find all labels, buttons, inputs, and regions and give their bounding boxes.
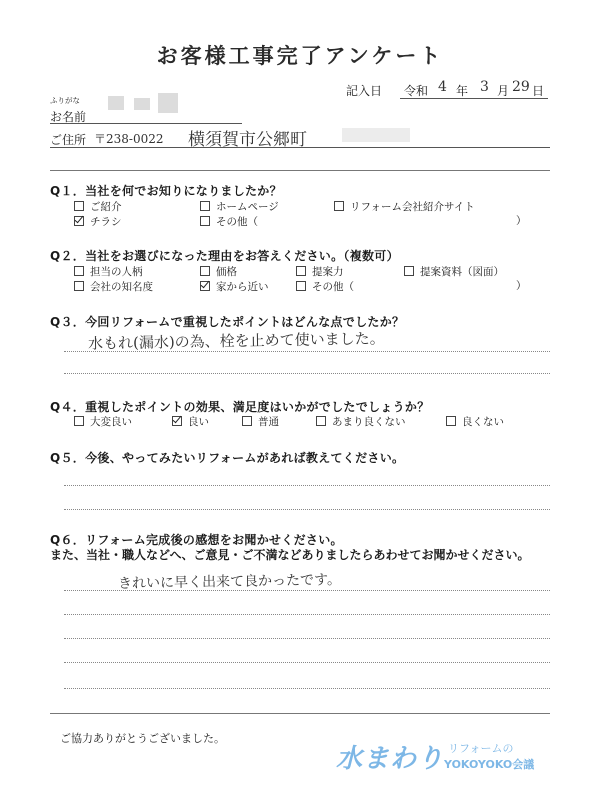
q3-answer-handwritten: 水もれ(漏水)の為、栓を止めて使いました。: [87, 329, 385, 353]
q5-answer-line-1: [64, 485, 550, 486]
q4-option-very-good[interactable]: 大変良い: [74, 414, 132, 429]
q1-option-other[interactable]: その他（: [200, 214, 258, 229]
redacted-name-1: [108, 96, 124, 110]
q3-answer-line-1: [64, 351, 550, 352]
year-value: 4: [438, 79, 447, 95]
q4-option-not-so-good[interactable]: あまり良くない: [316, 414, 406, 429]
q1-checkbox-other[interactable]: [200, 216, 210, 226]
name-underline: [50, 123, 242, 124]
q4-option-bad[interactable]: 良くない: [446, 414, 504, 429]
day-unit: 日: [532, 84, 545, 98]
q6-answer-line-2: [64, 614, 550, 615]
redacted-name-3: [158, 93, 178, 113]
q1-option-referral-site[interactable]: リフォーム会社紹介サイト: [334, 199, 475, 214]
q4-checkbox-bad[interactable]: [446, 416, 456, 426]
q3-question: Q３．今回リフォームで重視したポイントはどんな点でしたか？: [50, 315, 405, 329]
q1-checkbox-homepage[interactable]: [200, 201, 210, 211]
q2-option-drawings[interactable]: 提案資料（図面）: [404, 264, 504, 279]
q1-option-referral[interactable]: ご紹介: [74, 199, 122, 214]
q4-checkbox-average[interactable]: [242, 416, 252, 426]
q6-answer-line-5: [64, 688, 550, 689]
q2-checkbox-reputation[interactable]: [74, 281, 84, 291]
section-divider: [50, 170, 550, 171]
q2-option-staff[interactable]: 担当の人柄: [74, 264, 143, 279]
q2-option-proposal[interactable]: 提案力: [296, 264, 344, 279]
q2-checkbox-proposal[interactable]: [296, 266, 306, 276]
q2-checkbox-other[interactable]: [296, 281, 306, 291]
postal-code: 〒238-0022: [94, 132, 164, 146]
q2-other-close-paren: ）: [516, 280, 527, 292]
survey-title: お客様工事完了アンケート: [156, 44, 444, 68]
q1-question: Q１．当社を何でお知りになりましたか？: [50, 184, 282, 198]
thanks-message: ご協力ありがとうございました。: [60, 732, 225, 745]
q4-checkbox-not-so-good[interactable]: [316, 416, 326, 426]
month-value: 3: [480, 79, 489, 95]
year-unit: 年: [456, 84, 469, 98]
company-logo-sub1: リフォームの: [448, 742, 514, 755]
q2-option-price[interactable]: 価格: [200, 264, 237, 279]
q2-option-other[interactable]: その他（: [296, 279, 354, 294]
entry-date-label: 記入日: [346, 84, 383, 98]
q2-option-reputation[interactable]: 会社の知名度: [74, 279, 153, 294]
q1-option-flyer[interactable]: チラシ: [74, 214, 122, 229]
q2-checkbox-staff[interactable]: [74, 266, 84, 276]
q2-checkbox-nearby[interactable]: [200, 281, 210, 291]
date-underline: [400, 98, 548, 99]
q5-answer-line-2: [64, 509, 550, 510]
month-unit: 月: [497, 84, 510, 98]
q3-answer-line-2: [64, 373, 550, 374]
q5-question: Q５．今後、やってみたいリフォームがあれば教えてください。: [50, 451, 405, 465]
q6-answer-line-3: [64, 638, 550, 639]
q4-checkbox-good[interactable]: [172, 416, 182, 426]
redacted-name-2: [134, 98, 150, 110]
footer-divider: [50, 713, 550, 714]
company-logo-main: 水まわり: [336, 744, 445, 774]
q1-checkbox-flyer[interactable]: [74, 216, 84, 226]
q6-answer-line-4: [64, 662, 550, 663]
q4-option-average[interactable]: 普通: [242, 414, 279, 429]
q1-other-close-paren: ）: [516, 215, 527, 227]
q2-checkbox-drawings[interactable]: [404, 266, 414, 276]
era-label: 令和: [404, 84, 429, 98]
company-logo-sub2: YOKOYOKO会議: [444, 758, 535, 771]
q2-option-nearby[interactable]: 家から近い: [200, 279, 269, 294]
address-underline: [50, 147, 550, 148]
furigana-label: ふりがな: [50, 96, 80, 105]
q1-checkbox-referral-site[interactable]: [334, 201, 344, 211]
q4-checkbox-very-good[interactable]: [74, 416, 84, 426]
q2-question: Q２．当社をお選びになった理由をお答えください。（複数可）: [50, 249, 399, 263]
q4-question: Q４．重視したポイントの効果、満足度はいかがでしたでしょうか？: [50, 400, 430, 414]
q1-checkbox-referral[interactable]: [74, 201, 84, 211]
q6-answer-line-1: [64, 590, 550, 591]
q6-question: Q６．リフォーム完成後の感想をお聞かせください。: [50, 533, 343, 547]
name-label: お名前: [50, 110, 87, 124]
address-label: ご住所: [50, 133, 87, 147]
redacted-address: [342, 128, 410, 142]
q1-option-homepage[interactable]: ホームページ: [200, 199, 279, 214]
q6-answer-handwritten: きれいに早く出来て良かったです。: [117, 572, 342, 592]
address-handwritten: 横須賀市公郷町: [188, 130, 307, 150]
q2-checkbox-price[interactable]: [200, 266, 210, 276]
day-value: 29: [512, 79, 530, 95]
q4-option-good[interactable]: 良い: [172, 414, 209, 429]
q6-question-line-2: また、当社・職人などへ、ご意見・ご不満などありましたらあわせてお聞かせください。: [50, 548, 530, 562]
